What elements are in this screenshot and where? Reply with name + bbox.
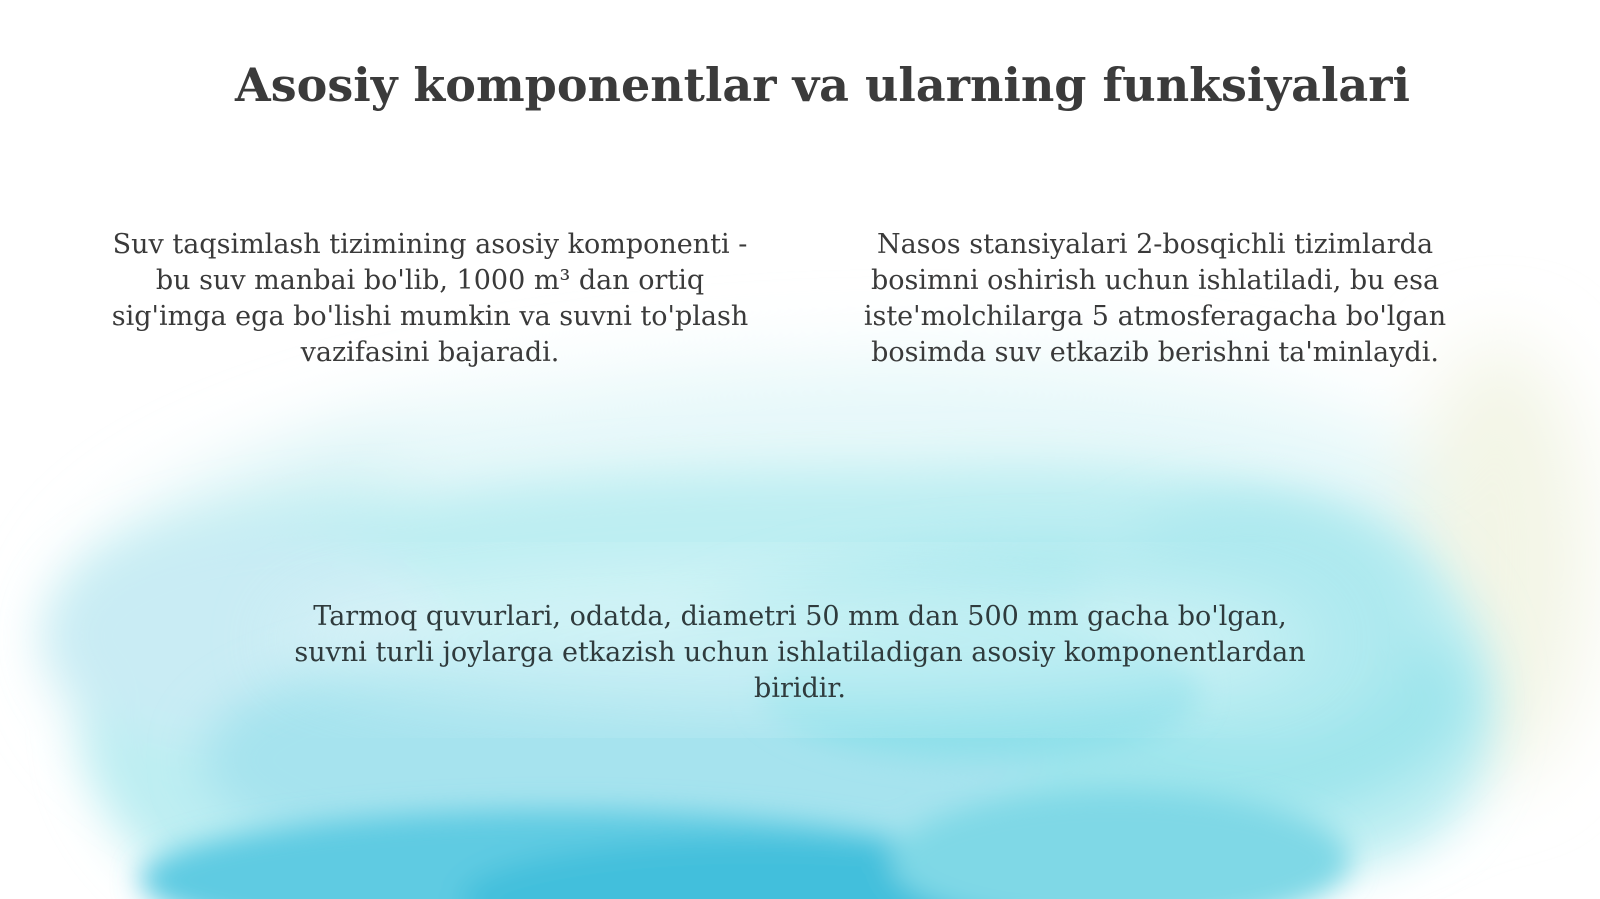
slide-title: Asosiy komponentlar va ularning funksiyalari — [235, 58, 1410, 112]
text-block-network-pipes: Tarmoq quvurlari, odatda, diametri 50 mm dan 500 mm gacha bo'lgan, suvni turli joylarga etkazish uchun ishlatiladigan asosiy komponentlardan biridir. — [294, 601, 1306, 704]
text-block-water-source: Suv taqsimlash tizimining asosiy komponenti - bu suv manbai bo'lib, 1000 m³ dan ortiq sig'imga ega bo'lishi mumkin va suvni to'plash vazifasini bajaradi. — [111, 229, 749, 368]
text-block-pump-stations: Nasos stansiyalari 2-bosqichli tizimlarda bosimni oshirish uchun ishlatiladi, bu esa iste'molchilarga 5 atmosferagacha bo'lgan bosimda suv etkazib berishni ta'minlaydi. — [863, 229, 1447, 368]
